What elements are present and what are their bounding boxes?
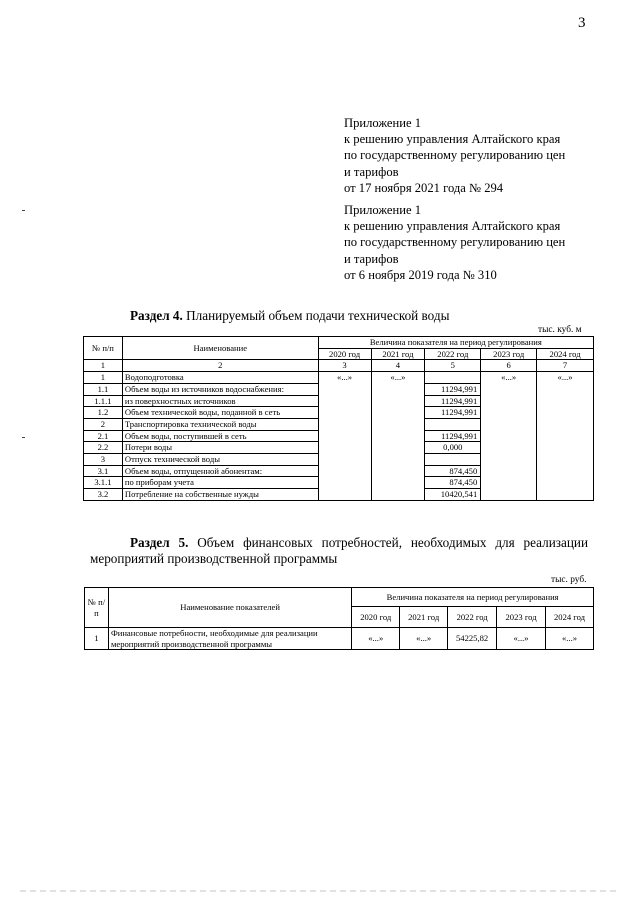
- appendix-line: Приложение 1: [344, 203, 422, 217]
- value-2022: 11294,991: [425, 383, 481, 395]
- row-num: 1.1: [84, 383, 123, 395]
- scan-mark: [22, 210, 25, 211]
- row-name: Транспортировка технической воды: [122, 418, 318, 430]
- appendix-line: Приложение 1: [344, 116, 422, 130]
- column-number: 5: [425, 360, 481, 372]
- header-year: 2024 год: [546, 607, 594, 628]
- row-num: 1: [85, 628, 109, 650]
- header-year: 2022 год: [448, 607, 497, 628]
- header-year: 2023 год: [497, 607, 546, 628]
- header-year: 2021 год: [371, 348, 425, 360]
- value-2021: «...»: [371, 372, 425, 501]
- section5-title-text: Объем финансовых потребностей, необходимых для реализации мероприятий производственной программы: [90, 535, 588, 566]
- appendix-line: к решению управления Алтайского края: [344, 132, 561, 147]
- section5-table: [84, 587, 594, 650]
- row-name: Отпуск технической воды: [122, 454, 318, 466]
- appendix-previous-block: [344, 202, 606, 283]
- section4-title: [130, 308, 449, 324]
- row-name: Финансовые потребности, необходимые для реализации мероприятий производственной программы: [108, 628, 351, 650]
- row-num: 1: [84, 372, 123, 384]
- appendix-current-block: [344, 115, 606, 196]
- appendix-line: к решению управления Алтайского края: [344, 219, 561, 234]
- header-period: Величина показателя на период регулирования: [352, 588, 594, 607]
- value-2022: [425, 418, 481, 430]
- row-name: Объем воды из источников водоснабжения:: [122, 383, 318, 395]
- value-2023: «...»: [497, 628, 546, 650]
- row-name: из поверхностных источников: [122, 395, 318, 407]
- row-num: 3.2: [84, 489, 123, 501]
- row-name: Потребление на собственные нужды: [122, 489, 318, 501]
- table-row: [85, 628, 594, 650]
- value-2022: 11294,991: [425, 407, 481, 419]
- row-name: Водоподготовка: [122, 372, 318, 384]
- value-2022: 874,450: [425, 465, 481, 477]
- column-number: 2: [122, 360, 318, 372]
- row-name: Объем воды, отпущенной абонентам:: [122, 465, 318, 477]
- table-row: [84, 372, 594, 384]
- header-name: Наименование показателей: [108, 588, 351, 628]
- header-num: № п/п: [85, 588, 109, 628]
- header-year: 2023 год: [481, 348, 537, 360]
- column-number: 1: [84, 360, 123, 372]
- appendix-line: и тарифов: [344, 164, 399, 179]
- row-num: 3.1: [84, 465, 123, 477]
- value-2022: 10420,541: [425, 489, 481, 501]
- scan-artifact-line: [20, 890, 618, 892]
- row-num: 1.1.1: [84, 395, 123, 407]
- value-2020: «...»: [318, 372, 371, 501]
- section4-table: [83, 336, 594, 501]
- section4-unit: тыс. куб. м: [538, 325, 582, 335]
- value-2024: «...»: [546, 628, 594, 650]
- value-2021: «...»: [400, 628, 448, 650]
- column-number: 3: [318, 360, 371, 372]
- value-2022: 874,450: [425, 477, 481, 489]
- section4-title-bold: Раздел 4.: [130, 308, 183, 323]
- appendix-line: от 17 ноября 2021 года № 294: [344, 180, 504, 195]
- row-num: 3.1.1: [84, 477, 123, 489]
- appendix-line: по государственному регулированию цен: [344, 235, 566, 250]
- appendix-line: и тарифов: [344, 251, 399, 266]
- row-num: 2.2: [84, 442, 123, 454]
- value-2024: «...»: [537, 372, 594, 501]
- row-name: Объем воды, поступившей в сеть: [122, 430, 318, 442]
- column-number: 6: [481, 360, 537, 372]
- appendix-line: от 6 ноября 2019 года № 310: [344, 267, 497, 282]
- section5-unit: тыс. руб.: [551, 575, 587, 585]
- value-2023: «...»: [481, 372, 537, 501]
- row-num: 2.1: [84, 430, 123, 442]
- value-2022: 54225,82: [448, 628, 497, 650]
- header-period: Величина показателя на период регулирования: [318, 337, 593, 349]
- value-2022: [425, 454, 481, 466]
- appendix-line: по государственному регулированию цен: [344, 148, 566, 163]
- value-2020: «...»: [352, 628, 400, 650]
- row-name: Потери воды: [122, 442, 318, 454]
- value-2022: 11294,991: [425, 395, 481, 407]
- header-year: 2021 год: [400, 607, 448, 628]
- header-year: 2020 год: [318, 348, 371, 360]
- value-2022: [425, 372, 481, 384]
- header-year: 2024 год: [537, 348, 594, 360]
- value-2022: 0,000: [425, 442, 481, 454]
- row-num: 3: [84, 454, 123, 466]
- header-name: Наименование: [122, 337, 318, 360]
- column-number: 4: [371, 360, 425, 372]
- section5-title-bold: Раздел 5.: [130, 535, 189, 550]
- row-name: Объем технической воды, поданной в сеть: [122, 407, 318, 419]
- row-name: по приборам учета: [122, 477, 318, 489]
- value-2022: 11294,991: [425, 430, 481, 442]
- header-year: 2020 год: [352, 607, 400, 628]
- page-number: 3: [578, 15, 586, 31]
- section4-title-text: Планируемый объем подачи технической воды: [182, 308, 450, 323]
- scan-mark: [22, 437, 25, 438]
- row-num: 1.2: [84, 407, 123, 419]
- header-num: № п/п: [84, 337, 123, 360]
- header-year: 2022 год: [425, 348, 481, 360]
- column-number: 7: [537, 360, 594, 372]
- section5-title: [90, 535, 588, 567]
- row-num: 2: [84, 418, 123, 430]
